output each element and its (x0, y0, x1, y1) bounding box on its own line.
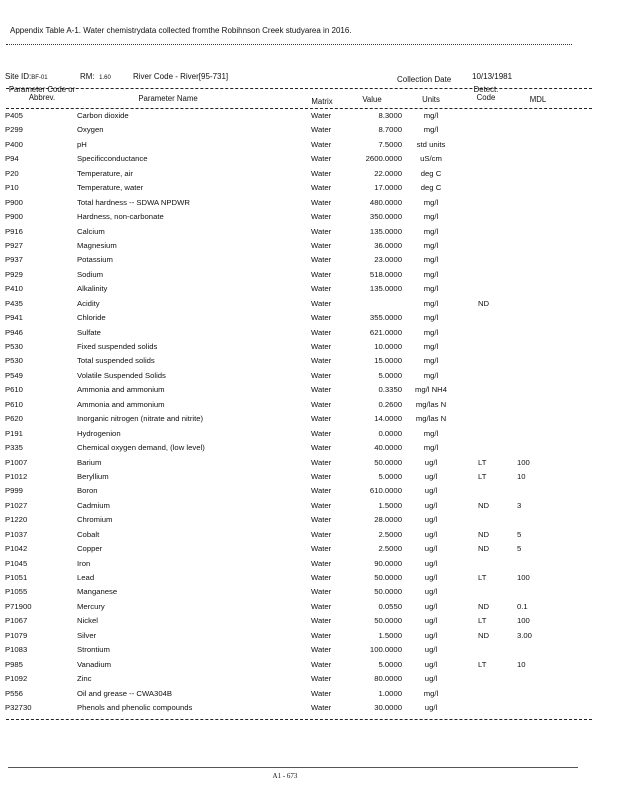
units-cell: uS/cm (420, 154, 442, 164)
value-cell: 610.0000 (369, 486, 402, 496)
table-row (0, 514, 618, 528)
value-cell: 518.0000 (369, 269, 402, 279)
parameter-name-cell: Total suspended solids (77, 356, 155, 366)
value-cell: 50.0000 (374, 573, 402, 582)
parameter-code-cell: P1079 (5, 630, 28, 640)
table-row (0, 572, 618, 586)
table-row (0, 428, 618, 442)
units-cell: ug/l (424, 515, 438, 525)
units-cell: mg/l (423, 255, 439, 265)
table-row (0, 110, 618, 124)
table-row (0, 197, 618, 211)
table-row (0, 615, 618, 629)
mdl-cell: 3 (517, 500, 522, 510)
parameter-code-cell: P1055 (5, 587, 28, 597)
parameter-code-cell: P530 (5, 342, 23, 351)
header-detect-code: Detect. Code (473, 85, 499, 102)
units-cell: ug/l (424, 529, 438, 539)
parameter-name-cell: Fixed suspended solids (77, 342, 158, 351)
parameter-name-cell: Oxygen (77, 125, 104, 135)
parameter-code-cell: P999 (5, 486, 23, 496)
matrix-cell: Water (311, 702, 332, 712)
units-cell: mg/l NH4 (414, 385, 448, 395)
header-parameter-name: Parameter Name (138, 94, 198, 103)
parameter-name-cell: Silver (77, 630, 97, 640)
units-cell: ug/l (424, 558, 438, 568)
table-caption: Appendix Table A-1. Water chemistrydata collected fromthe Robihnson Creek studyarea in 2016. (10, 26, 352, 35)
parameter-name-cell: Beryllium (77, 471, 109, 481)
matrix-cell: Water (311, 601, 332, 611)
parameter-name-cell: Acidity (77, 298, 100, 308)
value-cell: 15.0000 (374, 356, 402, 366)
parameter-name-cell: Temperature, air (77, 168, 133, 178)
parameter-name-cell: Total hardness -- SDWA NPDWR (77, 197, 190, 207)
table-row (0, 211, 618, 225)
units-cell: mg/l (423, 284, 439, 294)
table-row (0, 226, 618, 240)
header-units: Units (422, 95, 440, 104)
units-cell: mg/l (423, 240, 439, 250)
parameter-code-cell: P1220 (5, 515, 28, 525)
value-cell: 0.0550 (378, 601, 402, 611)
table-row (0, 485, 618, 499)
mdl-cell: 100 (517, 457, 530, 467)
matrix-cell: Water (311, 486, 332, 496)
table-row (0, 529, 618, 543)
parameter-code-cell: P941 (5, 313, 23, 323)
value-cell: 5.0000 (378, 471, 402, 481)
value-cell: 350.0000 (369, 212, 402, 222)
parameter-code-cell: P1012 (5, 471, 28, 481)
matrix-cell: Water (311, 399, 332, 409)
parameter-code-cell: P435 (5, 298, 23, 308)
matrix-cell: Water (311, 342, 332, 351)
parameter-name-cell: Zinc (77, 674, 92, 684)
header-parameter-code: Parameter Code or Abbrev. (8, 85, 76, 102)
matrix-cell: Water (311, 529, 332, 539)
matrix-cell: Water (311, 443, 332, 453)
units-cell: ug/l (424, 587, 438, 597)
matrix-cell: Water (311, 197, 332, 207)
units-cell: mg/l (423, 226, 439, 236)
table-row (0, 399, 618, 413)
matrix-cell: Water (311, 284, 332, 294)
parameter-name-cell: Chemical oxygen demand, (low level) (77, 443, 205, 453)
units-cell: mg/l (423, 370, 439, 380)
parameter-name-cell: Hardness, non-carbonate (77, 212, 164, 222)
parameter-name-cell: Ammonia and ammonium (77, 385, 165, 395)
matrix-cell: Water (311, 630, 332, 640)
site-id-label: Site ID: (5, 72, 32, 81)
value-cell: 10.0000 (374, 342, 402, 351)
matrix-cell: Water (311, 428, 332, 438)
table-row (0, 384, 618, 398)
parameter-code-cell: P530 (5, 356, 23, 366)
value-cell: 135.0000 (369, 226, 402, 236)
matrix-cell: Water (311, 298, 332, 308)
parameter-code-cell: P916 (5, 226, 23, 236)
parameter-name-cell: Cadmium (77, 500, 110, 510)
parameter-name-cell: Volatile Suspended Solids (77, 370, 166, 380)
parameter-name-cell: Boron (77, 486, 98, 496)
value-cell: 0.3350 (378, 385, 402, 395)
parameter-name-cell: Potassium (77, 255, 113, 265)
units-cell: mg/las N (415, 399, 447, 409)
value-cell: 1.5000 (378, 630, 402, 640)
collection-date-label: Collection Date (397, 75, 452, 84)
parameter-name-cell: Chloride (77, 313, 106, 323)
parameter-code-cell: P610 (5, 385, 23, 395)
value-cell: 40.0000 (374, 443, 402, 453)
units-cell: mg/l (423, 342, 439, 351)
value-cell: 1.5000 (378, 500, 402, 510)
table-row (0, 269, 618, 283)
parameter-name-cell: Hydrogenion (77, 428, 121, 438)
table-row (0, 586, 618, 600)
matrix-cell: Water (311, 457, 332, 467)
parameter-code-cell: P1083 (5, 645, 28, 655)
rm-value: 1.60 (99, 75, 111, 81)
matrix-cell: Water (311, 226, 332, 236)
detect-code-cell: ND (478, 529, 490, 539)
matrix-cell: Water (311, 111, 332, 120)
value-cell: 355.0000 (369, 313, 402, 323)
parameter-code-cell: P10 (5, 183, 19, 193)
table-bottom-divider (6, 719, 592, 720)
table-row (0, 659, 618, 673)
header-matrix: Matrix (311, 97, 333, 106)
value-cell: 50.0000 (374, 616, 402, 626)
parameter-code-cell: P335 (5, 443, 23, 453)
detect-code-cell: ND (478, 544, 490, 554)
footer-rule (8, 767, 578, 768)
matrix-cell: Water (311, 688, 332, 698)
table-row (0, 341, 618, 355)
mdl-cell: 100 (517, 616, 530, 626)
value-cell: 0.0000 (378, 428, 402, 438)
parameter-code-cell: P400 (5, 139, 23, 149)
value-cell: 621.0000 (369, 327, 402, 337)
units-cell: ug/l (424, 601, 438, 611)
units-cell: mg/l (423, 111, 439, 120)
parameter-name-cell: Calcium (77, 226, 105, 236)
table-row (0, 644, 618, 658)
matrix-cell: Water (311, 212, 332, 222)
parameter-name-cell: Inorganic nitrogen (nitrate and nitrite) (77, 414, 204, 424)
parameter-name-cell: Lead (77, 573, 95, 582)
value-cell: 7.5000 (378, 139, 402, 149)
matrix-cell: Water (311, 125, 332, 135)
units-cell: mg/l (423, 313, 439, 323)
parameter-code-cell: P1051 (5, 573, 28, 582)
parameter-code-cell: P1037 (5, 529, 28, 539)
mdl-cell: 10 (517, 471, 526, 481)
value-cell: 2.5000 (378, 544, 402, 554)
caption-divider (6, 44, 572, 45)
table-row (0, 182, 618, 196)
parameter-code-cell: P191 (5, 428, 23, 438)
header-mdl: MDL (529, 95, 547, 104)
units-cell: deg C (420, 168, 442, 178)
value-cell: 135.0000 (369, 284, 402, 294)
table-row (0, 457, 618, 471)
matrix-cell: Water (311, 573, 332, 582)
value-cell: 100.0000 (369, 645, 402, 655)
parameter-code-cell: P927 (5, 240, 23, 250)
river-mile (80, 72, 111, 81)
detect-code-cell: LT (478, 471, 487, 481)
table-row (0, 500, 618, 514)
detect-code-cell: LT (478, 457, 487, 467)
table-row (0, 630, 618, 644)
matrix-cell: Water (311, 269, 332, 279)
value-cell: 5.0000 (378, 659, 402, 669)
matrix-cell: Water (311, 587, 332, 597)
parameter-code-cell: P900 (5, 212, 23, 222)
matrix-cell: Water (311, 168, 332, 178)
units-cell: ug/l (424, 573, 438, 582)
table-row (0, 327, 618, 341)
units-cell: ug/l (424, 702, 438, 712)
collection-date-value: 10/13/1981 (472, 72, 513, 81)
table-row (0, 153, 618, 167)
parameter-code-cell: P610 (5, 399, 23, 409)
value-cell: 8.7000 (378, 125, 402, 135)
matrix-cell: Water (311, 414, 332, 424)
table-row (0, 139, 618, 153)
value-cell: 28.0000 (374, 515, 402, 525)
units-cell: mg/l (423, 327, 439, 337)
table-row (0, 283, 618, 297)
value-cell: 14.0000 (374, 414, 402, 424)
table-row (0, 124, 618, 138)
value-cell: 17.0000 (374, 183, 402, 193)
page-number: A1 - 673 (272, 772, 298, 780)
units-cell: mg/l (423, 269, 439, 279)
parameter-name-cell: Chromium (77, 515, 113, 525)
detect-code-cell: ND (478, 500, 490, 510)
parameter-code-cell: P71900 (5, 601, 32, 611)
parameter-name-cell: Manganese (77, 587, 118, 597)
parameter-code-cell: P410 (5, 284, 23, 294)
matrix-cell: Water (311, 154, 332, 164)
table-row (0, 688, 618, 702)
parameter-name-cell: Alkalinity (77, 284, 108, 294)
value-cell: 5.0000 (378, 370, 402, 380)
units-cell: ug/l (424, 486, 438, 496)
value-cell: 480.0000 (369, 197, 402, 207)
parameter-code-cell: P620 (5, 414, 23, 424)
matrix-cell: Water (311, 515, 332, 525)
matrix-cell: Water (311, 139, 332, 149)
units-cell: ug/l (424, 544, 438, 554)
matrix-cell: Water (311, 645, 332, 655)
parameter-name-cell: Temperature, water (77, 183, 144, 193)
parameter-code-cell: P900 (5, 197, 23, 207)
parameter-name-cell: Specificconductance (77, 154, 148, 164)
units-cell: deg C (420, 183, 442, 193)
matrix-cell: Water (311, 385, 332, 395)
header-value: Value (362, 95, 382, 104)
parameter-code-cell: P20 (5, 168, 19, 178)
table-row (0, 442, 618, 456)
parameter-code-cell: P549 (5, 370, 23, 380)
parameter-name-cell: Carbon dioxide (77, 111, 129, 120)
parameter-name-cell: Oil and grease -- CWA304B (77, 688, 172, 698)
parameter-name-cell: Cobalt (77, 529, 100, 539)
units-cell: ug/l (424, 457, 438, 467)
value-cell: 1.0000 (378, 688, 402, 698)
units-cell: mg/l (423, 443, 439, 453)
mdl-cell: 5 (517, 544, 522, 554)
units-cell: std units (416, 139, 446, 149)
parameter-code-cell: P556 (5, 688, 23, 698)
units-cell: mg/l (423, 125, 439, 135)
units-cell: mg/l (423, 212, 439, 222)
value-cell: 80.0000 (374, 674, 402, 684)
parameter-code-cell: P94 (5, 154, 19, 164)
value-cell: 22.0000 (374, 168, 402, 178)
parameter-code-cell: P405 (5, 111, 23, 120)
matrix-cell: Water (311, 500, 332, 510)
value-cell: 90.0000 (374, 558, 402, 568)
value-cell: 2.5000 (378, 529, 402, 539)
rm-label: RM: (80, 72, 95, 81)
parameter-name-cell: Vanadium (77, 659, 112, 669)
table-row (0, 543, 618, 557)
matrix-cell: Water (311, 616, 332, 626)
units-cell: ug/l (424, 659, 438, 669)
parameter-code-cell: P937 (5, 255, 23, 265)
parameter-code-cell: P1067 (5, 616, 28, 626)
matrix-cell: Water (311, 471, 332, 481)
value-cell: 8.3000 (378, 111, 402, 120)
parameter-name-cell: Sodium (77, 269, 104, 279)
mdl-cell: 0.1 (517, 601, 528, 611)
matrix-cell: Water (311, 255, 332, 265)
units-cell: ug/l (424, 645, 438, 655)
parameter-code-cell: P929 (5, 269, 23, 279)
matrix-cell: Water (311, 183, 332, 193)
parameter-code-cell: P1045 (5, 558, 28, 568)
table-row (0, 702, 618, 716)
parameter-name-cell: Sulfate (77, 327, 101, 337)
parameter-code-cell: P1092 (5, 674, 28, 684)
matrix-cell: Water (311, 240, 332, 250)
matrix-cell: Water (311, 674, 332, 684)
units-cell: mg/l (423, 356, 439, 366)
table-row (0, 471, 618, 485)
parameter-code-cell: P299 (5, 125, 23, 135)
parameter-code-cell: P32730 (5, 702, 32, 712)
river-code: River Code - River[95-731] (133, 72, 229, 81)
header-divider (6, 108, 592, 109)
table-row (0, 370, 618, 384)
units-cell: mg/las N (415, 414, 447, 424)
matrix-cell: Water (311, 558, 332, 568)
parameter-code-cell: P1007 (5, 457, 28, 467)
value-cell: 30.0000 (374, 702, 402, 712)
mdl-cell: 10 (517, 659, 526, 669)
value-cell: 50.0000 (374, 587, 402, 597)
parameter-code-cell: P1027 (5, 500, 28, 510)
parameter-name-cell: Mercury (77, 601, 105, 611)
parameter-name-cell: Barium (77, 457, 102, 467)
matrix-cell: Water (311, 327, 332, 337)
table-row (0, 413, 618, 427)
value-cell: 23.0000 (374, 255, 402, 265)
matrix-cell: Water (311, 356, 332, 366)
table-row (0, 254, 618, 268)
parameter-code-cell: P946 (5, 327, 23, 337)
matrix-cell: Water (311, 313, 332, 323)
detect-code-cell: ND (478, 601, 490, 611)
table-row (0, 298, 618, 312)
matrix-cell: Water (311, 659, 332, 669)
value-cell: 36.0000 (374, 240, 402, 250)
units-cell: ug/l (424, 500, 438, 510)
detect-code-cell: ND (478, 298, 490, 308)
site-id (5, 72, 48, 81)
table-row (0, 240, 618, 254)
matrix-cell: Water (311, 544, 332, 554)
value-cell: 2600.0000 (365, 154, 402, 164)
parameter-code-cell: P985 (5, 659, 23, 669)
parameter-name-cell: Phenols and phenolic compounds (77, 702, 193, 712)
parameter-name-cell: Iron (77, 558, 91, 568)
units-cell: ug/l (424, 674, 438, 684)
site-id-value: BF-01 (31, 75, 48, 81)
table-row (0, 312, 618, 326)
table-row (0, 673, 618, 687)
mdl-cell: 3.00 (517, 630, 532, 640)
parameter-name-cell: Ammonia and ammonium (77, 399, 165, 409)
units-cell: mg/l (423, 197, 439, 207)
parameter-name-cell: Strontium (77, 645, 110, 655)
table-row (0, 601, 618, 615)
table-row (0, 355, 618, 369)
value-cell: 50.0000 (374, 457, 402, 467)
detect-code-cell: LT (478, 659, 487, 669)
units-cell: ug/l (424, 630, 438, 640)
parameter-name-cell: pH (77, 139, 87, 149)
value-cell: 0.2600 (378, 399, 402, 409)
data-table (0, 110, 618, 716)
matrix-cell: Water (311, 370, 332, 380)
detect-code-cell: ND (478, 630, 490, 640)
detect-code-cell: LT (478, 573, 487, 582)
parameter-name-cell: Magnesium (77, 240, 117, 250)
parameter-code-cell: P1042 (5, 544, 28, 554)
table-row (0, 558, 618, 572)
detect-code-cell: LT (478, 616, 487, 626)
units-cell: mg/l (423, 298, 439, 308)
units-cell: mg/l (423, 688, 439, 698)
units-cell: ug/l (424, 471, 438, 481)
parameter-name-cell: Nickel (77, 616, 98, 626)
table-row (0, 168, 618, 182)
units-cell: mg/l (423, 428, 439, 438)
mdl-cell: 5 (517, 529, 522, 539)
mdl-cell: 100 (517, 573, 530, 582)
units-cell: ug/l (424, 616, 438, 626)
parameter-name-cell: Copper (77, 544, 103, 554)
